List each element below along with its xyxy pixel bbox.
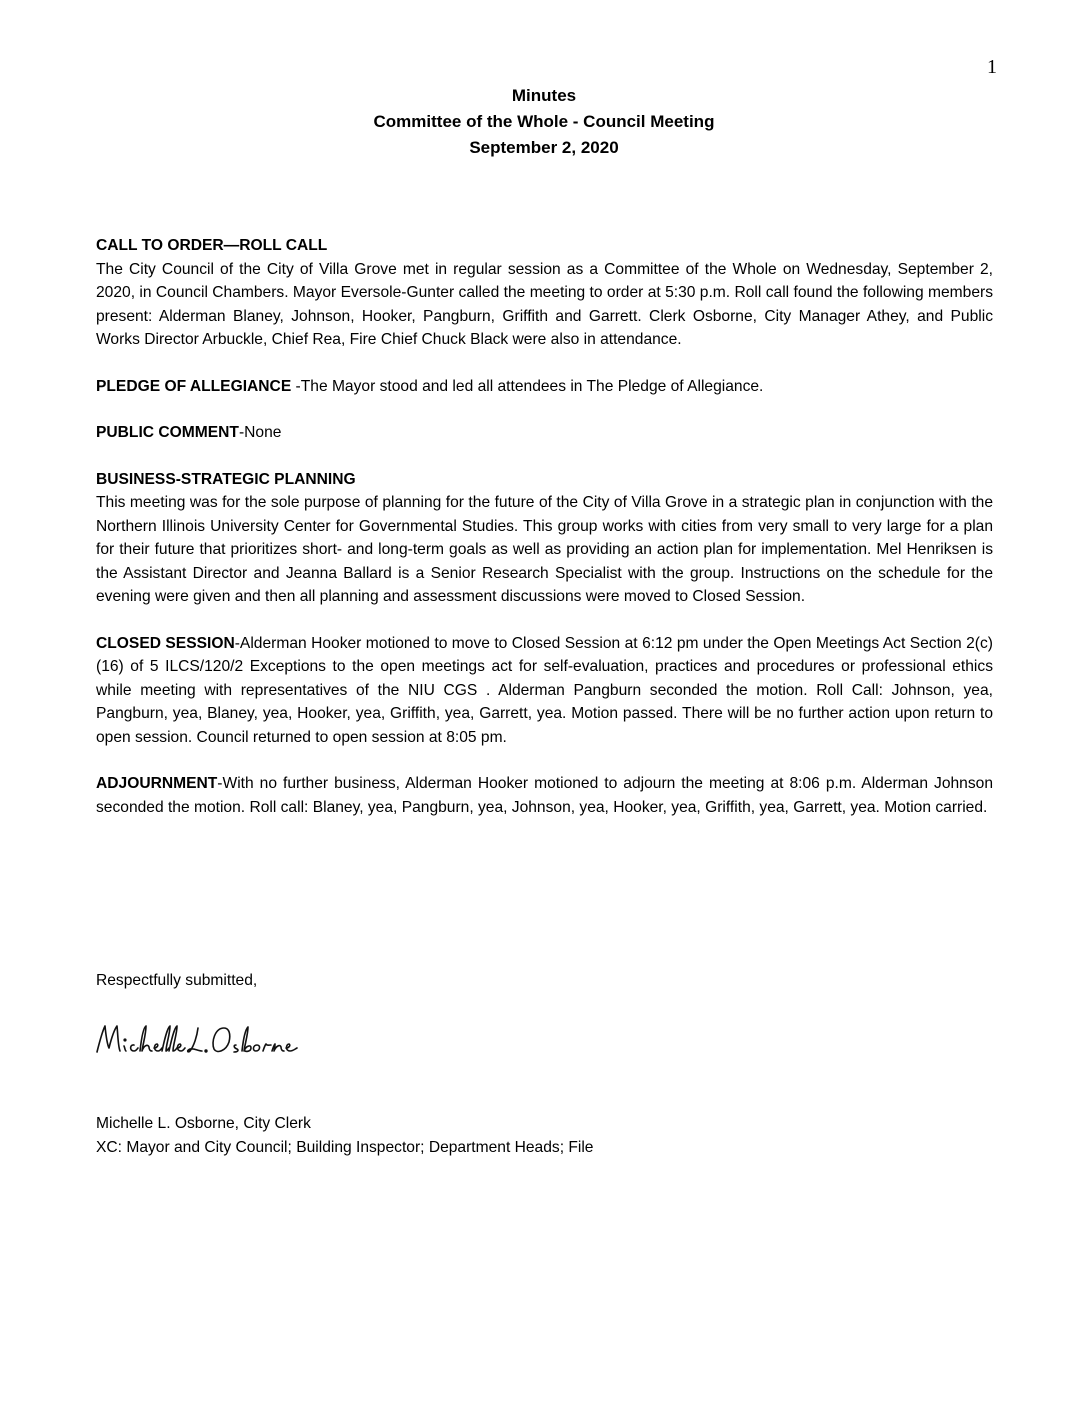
- section-business: [96, 468, 993, 609]
- section-text: -The Mayor stood and led all attendees in The Pledge of Allegiance.: [291, 377, 764, 395]
- section-public-comment: [96, 421, 993, 445]
- section-heading: CLOSED SESSION: [96, 634, 235, 652]
- minutes-body: [96, 234, 993, 842]
- section-text: -With no further business, Alderman Hooker motioned to adjourn the meeting at 8:06 p.m. Alderman Johnson seconded the motion. Roll call: Blaney, yea, Pangburn, yea, Johnson, yea, Hooker, yea, Griffith, yea, Garrett, yea. Motion carried.: [96, 775, 993, 816]
- page-number: 1: [987, 56, 997, 78]
- section-pledge: [96, 375, 993, 399]
- copy-distribution: XC: Mayor and City Council; Building Inspector; Department Heads; File: [96, 1139, 594, 1156]
- signer-name-title: Michelle L. Osborne, City Clerk: [96, 1115, 311, 1132]
- section-text: This meeting was for the sole purpose of planning for the future of the City of Villa Grove in a strategic plan in conjunction with the Northern Illinois University Center for Governmental Studies. This group works with cities from very small to very large for a plan for their future that prioritizes short- and long-term goals as well as providing an action plan for implementation. Mel Henriksen is the Assistant Director and Jeanna Ballard is a Senior Research Specialist with the group. Instructions on the schedule for the evening were given and then all planning and assessment discussions were moved to Closed Session.: [96, 494, 993, 605]
- section-heading: ADJOURNMENT: [96, 775, 218, 792]
- section-call-to-order: [96, 234, 993, 352]
- header-title: Minutes: [511, 86, 577, 105]
- handwritten-signature: [94, 1018, 324, 1062]
- section-paragraph: [96, 421, 993, 445]
- document-header: [0, 83, 1088, 161]
- section-closed-session: [96, 632, 993, 750]
- respectfully-submitted: Respectfully submitted,: [96, 972, 258, 989]
- section-text: -Alderman Hooker motioned to move to Closed Session at 6:12 pm under the Open Meetings Act Section 2(c)(16) of 5 ILCS/120/2 Exceptions to the open meetings act for self-evaluation, practices and procedures or professional ethics while meeting with representatives of the NIU CGS . Alderman Pangburn seconded the motion. Roll Call: Johnson, yea, Pangburn, yea, Blaney, yea, Hooker, yea, Griffith, yea, Garrett, yea. Motion passed. There will be no further action upon return to open session. Council returned to open session at 8:05 pm.: [96, 634, 993, 746]
- section-adjournment: [96, 772, 993, 819]
- header-date: September 2, 2020: [469, 138, 619, 157]
- section-paragraph: [96, 632, 993, 750]
- section-paragraph: [96, 772, 993, 819]
- section-heading: CALL TO ORDER—ROLL CALL: [96, 237, 328, 254]
- section-heading: BUSINESS-STRATEGIC PLANNING: [96, 470, 356, 488]
- section-heading: PUBLIC COMMENT: [96, 424, 239, 441]
- section-heading: PLEDGE OF ALLEGIANCE: [96, 377, 292, 395]
- section-text: -None: [238, 424, 282, 441]
- section-paragraph: [96, 375, 993, 399]
- section-text: The City Council of the City of Villa Grove met in regular session as a Committee of the Whole on Wednesday, September 2, 2020, in Council Chambers. Mayor Eversole-Gunter called the meeting to order at 5:30 p.m. Roll call found the following members present: Alderman Blaney, Johnson, Hooker, Pangburn, Griffith and Garrett. Clerk Osborne, City Manager Athey, and Public Works Director Arbuckle, Chief Rea, Fire Chief Chuck Black were also in attendance.: [96, 260, 993, 348]
- signer-block: [96, 1112, 594, 1160]
- header-meeting-type: Committee of the Whole - Council Meeting: [373, 112, 715, 131]
